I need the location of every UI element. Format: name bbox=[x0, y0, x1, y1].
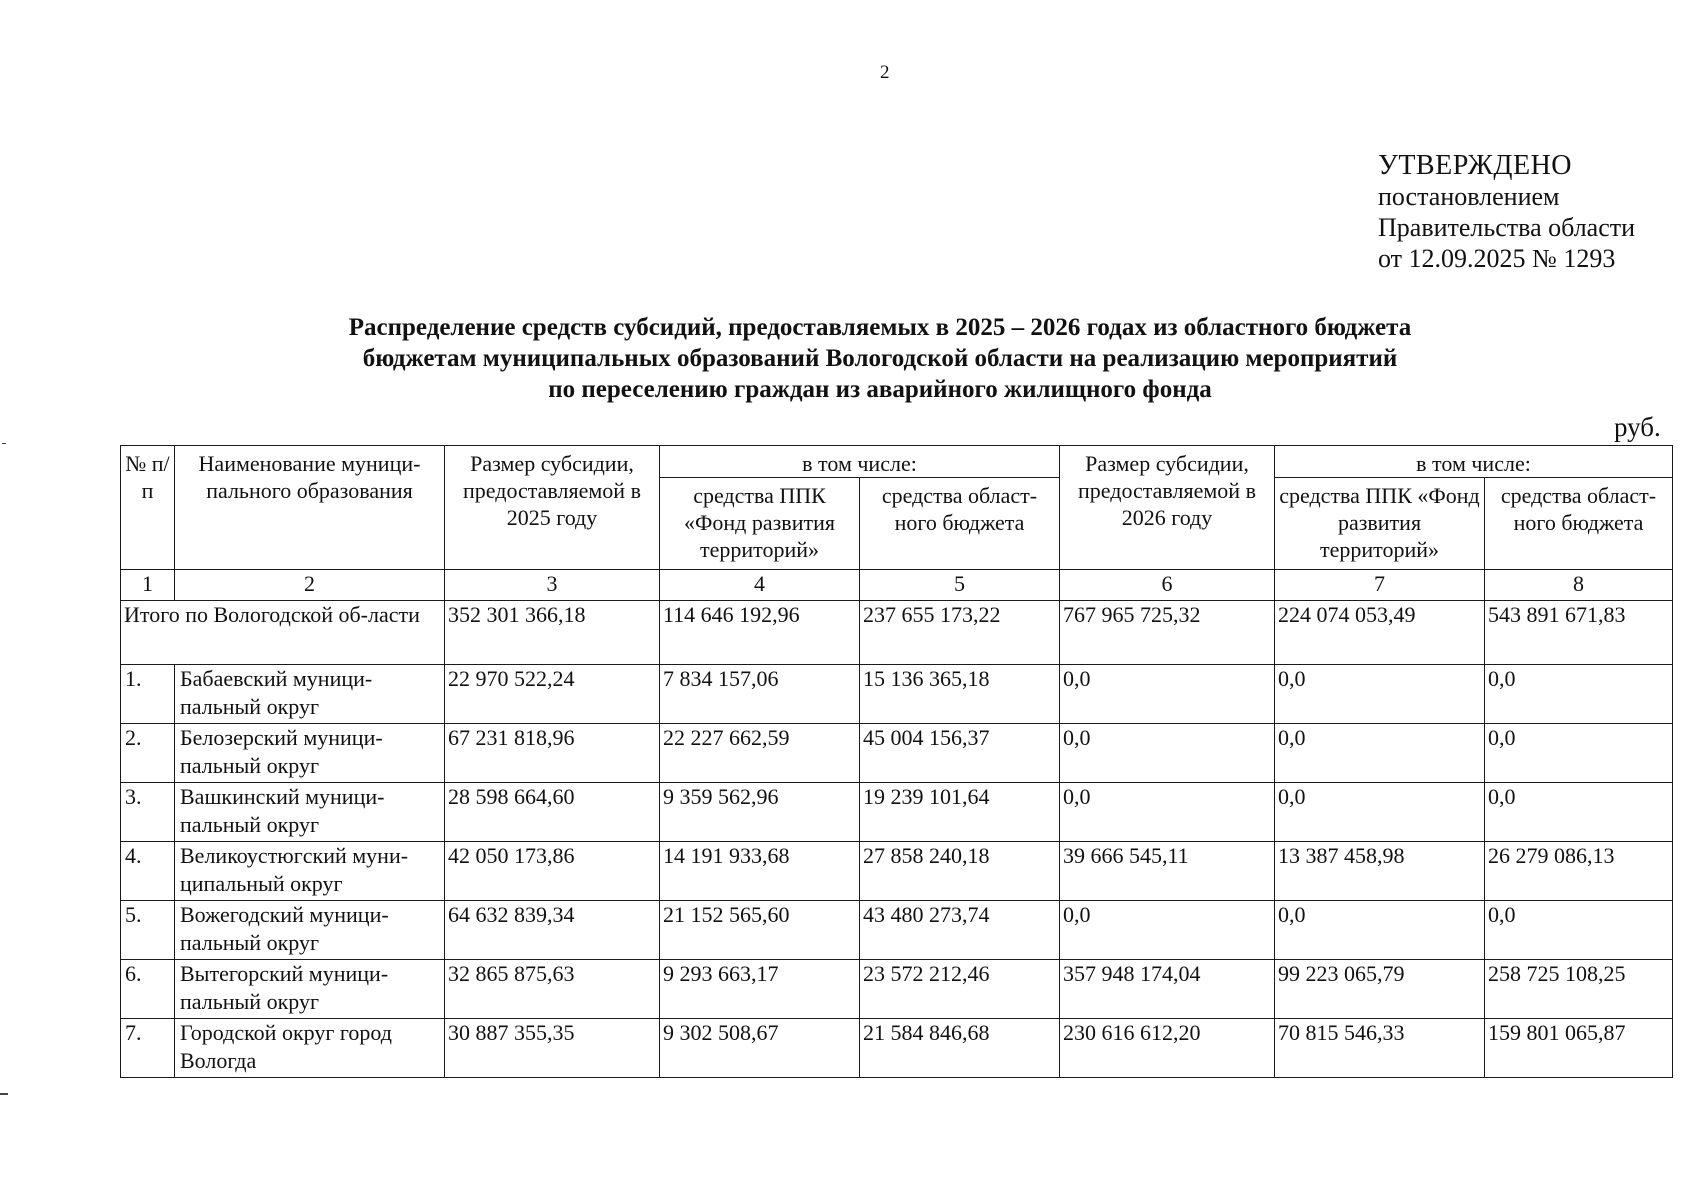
municipality-name: Городской округ город Вологда bbox=[175, 1019, 445, 1078]
cell-value: 9 359 562,96 bbox=[660, 783, 860, 842]
total-value: 237 655 173,22 bbox=[860, 601, 1060, 665]
cell-value: 357 948 174,04 bbox=[1060, 960, 1275, 1019]
cell-value: 39 666 545,11 bbox=[1060, 842, 1275, 901]
total-row bbox=[121, 601, 1673, 665]
municipality-name: Бабаевский муници-пальный округ bbox=[175, 665, 445, 724]
cell-value: 43 480 273,74 bbox=[860, 901, 1060, 960]
cell-value: 0,0 bbox=[1485, 665, 1673, 724]
cell-value: 0,0 bbox=[1275, 901, 1485, 960]
header-row bbox=[121, 446, 1673, 478]
cell-value: 21 152 565,60 bbox=[660, 901, 860, 960]
column-number: 4 bbox=[660, 570, 860, 601]
scan-mark bbox=[2, 443, 6, 444]
approval-line: постановлением bbox=[1378, 182, 1560, 211]
cell-value: 19 239 101,64 bbox=[860, 783, 1060, 842]
table-row bbox=[121, 665, 1673, 724]
total-label: Итого по Вологодской об-ласти bbox=[121, 601, 445, 665]
row-index: 6. bbox=[121, 960, 175, 1019]
column-number: 2 bbox=[175, 570, 445, 601]
document-title bbox=[180, 312, 1580, 405]
cell-value: 0,0 bbox=[1060, 783, 1275, 842]
header-obl-2026: средства област-ного бюджета bbox=[1485, 478, 1673, 570]
column-number: 1 bbox=[121, 570, 175, 601]
cell-value: 26 279 086,13 bbox=[1485, 842, 1673, 901]
cell-value: 0,0 bbox=[1275, 665, 1485, 724]
cell-value: 159 801 065,87 bbox=[1485, 1019, 1673, 1078]
municipality-name: Вашкинский муници-пальный округ bbox=[175, 783, 445, 842]
table-row bbox=[121, 960, 1673, 1019]
title-line: бюджетам муниципальных образований Вологодской области на реализацию мероприятий bbox=[362, 345, 1398, 372]
row-index: 1. bbox=[121, 665, 175, 724]
subsidy-table bbox=[120, 445, 1673, 1078]
total-value: 543 891 671,83 bbox=[1485, 601, 1673, 665]
header-name: Наименование муници-пального образования bbox=[175, 446, 445, 570]
header-ppk-2025: средства ППК «Фонд развития территорий» bbox=[660, 478, 860, 570]
cell-value: 30 887 355,35 bbox=[445, 1019, 660, 1078]
cell-value: 7 834 157,06 bbox=[660, 665, 860, 724]
cell-value: 0,0 bbox=[1060, 665, 1275, 724]
row-index: 7. bbox=[121, 1019, 175, 1078]
scan-mark bbox=[0, 1093, 8, 1095]
cell-value: 230 616 612,20 bbox=[1060, 1019, 1275, 1078]
table-row bbox=[121, 1019, 1673, 1078]
page-number: 2 bbox=[880, 62, 890, 83]
column-number-row bbox=[121, 570, 1673, 601]
cell-value: 0,0 bbox=[1060, 724, 1275, 783]
title-line: Распределение средств субсидий, предоставляемых в 2025 – 2026 годах из областного бюджета bbox=[348, 314, 1412, 341]
cell-value: 9 293 663,17 bbox=[660, 960, 860, 1019]
municipality-name: Белозерский муници-пальный округ bbox=[175, 724, 445, 783]
total-value: 224 074 053,49 bbox=[1275, 601, 1485, 665]
row-index: 3. bbox=[121, 783, 175, 842]
cell-value: 0,0 bbox=[1275, 724, 1485, 783]
cell-value: 0,0 bbox=[1485, 724, 1673, 783]
municipality-name: Вытегорский муници-пальный округ bbox=[175, 960, 445, 1019]
cell-value: 15 136 365,18 bbox=[860, 665, 1060, 724]
table-row bbox=[121, 724, 1673, 783]
header-incl-2026: в том числе: bbox=[1275, 446, 1673, 478]
cell-value: 28 598 664,60 bbox=[445, 783, 660, 842]
municipality-name: Вожегодский муници-пальный округ bbox=[175, 901, 445, 960]
cell-value: 0,0 bbox=[1275, 783, 1485, 842]
column-number: 5 bbox=[860, 570, 1060, 601]
cell-value: 0,0 bbox=[1485, 783, 1673, 842]
cell-value: 42 050 173,86 bbox=[445, 842, 660, 901]
column-number: 8 bbox=[1485, 570, 1673, 601]
total-value: 352 301 366,18 bbox=[445, 601, 660, 665]
header-incl-2025: в том числе: bbox=[660, 446, 1060, 478]
cell-value: 13 387 458,98 bbox=[1275, 842, 1485, 901]
title-line: по переселению граждан из аварийного жилищного фонда bbox=[548, 376, 1212, 403]
approval-stamp bbox=[1378, 150, 1635, 274]
cell-value: 22 227 662,59 bbox=[660, 724, 860, 783]
approval-title: УТВЕРЖДЕНО bbox=[1378, 150, 1573, 181]
units-label: руб. bbox=[1614, 412, 1661, 442]
cell-value: 0,0 bbox=[1485, 901, 1673, 960]
header-size-2025: Размер субсидии, предоставляемой в 2025 году bbox=[445, 446, 660, 570]
header-obl-2025: средства област-ного бюджета bbox=[860, 478, 1060, 570]
row-index: 5. bbox=[121, 901, 175, 960]
cell-value: 70 815 546,33 bbox=[1275, 1019, 1485, 1078]
cell-value: 32 865 875,63 bbox=[445, 960, 660, 1019]
header-size-2026: Размер субсидии, предоставляемой в 2026 году bbox=[1060, 446, 1275, 570]
column-number: 6 bbox=[1060, 570, 1275, 601]
table-row bbox=[121, 901, 1673, 960]
header-ppk-2026: средства ППК «Фонд развития территорий» bbox=[1275, 478, 1485, 570]
approval-date: от 12.09.2025 № 1293 bbox=[1378, 244, 1616, 273]
cell-value: 27 858 240,18 bbox=[860, 842, 1060, 901]
table-row bbox=[121, 783, 1673, 842]
header-num: № п/п bbox=[121, 446, 175, 570]
total-value: 767 965 725,32 bbox=[1060, 601, 1275, 665]
column-number: 7 bbox=[1275, 570, 1485, 601]
cell-value: 45 004 156,37 bbox=[860, 724, 1060, 783]
approval-line: Правительства области bbox=[1378, 213, 1636, 242]
total-value: 114 646 192,96 bbox=[660, 601, 860, 665]
cell-value: 14 191 933,68 bbox=[660, 842, 860, 901]
cell-value: 22 970 522,24 bbox=[445, 665, 660, 724]
column-number: 3 bbox=[445, 570, 660, 601]
municipality-name: Великоустюгский муни-ципальный округ bbox=[175, 842, 445, 901]
cell-value: 23 572 212,46 bbox=[860, 960, 1060, 1019]
row-index: 4. bbox=[121, 842, 175, 901]
cell-value: 258 725 108,25 bbox=[1485, 960, 1673, 1019]
cell-value: 0,0 bbox=[1060, 901, 1275, 960]
cell-value: 21 584 846,68 bbox=[860, 1019, 1060, 1078]
cell-value: 64 632 839,34 bbox=[445, 901, 660, 960]
cell-value: 99 223 065,79 bbox=[1275, 960, 1485, 1019]
cell-value: 67 231 818,96 bbox=[445, 724, 660, 783]
table-row bbox=[121, 842, 1673, 901]
row-index: 2. bbox=[121, 724, 175, 783]
cell-value: 9 302 508,67 bbox=[660, 1019, 860, 1078]
